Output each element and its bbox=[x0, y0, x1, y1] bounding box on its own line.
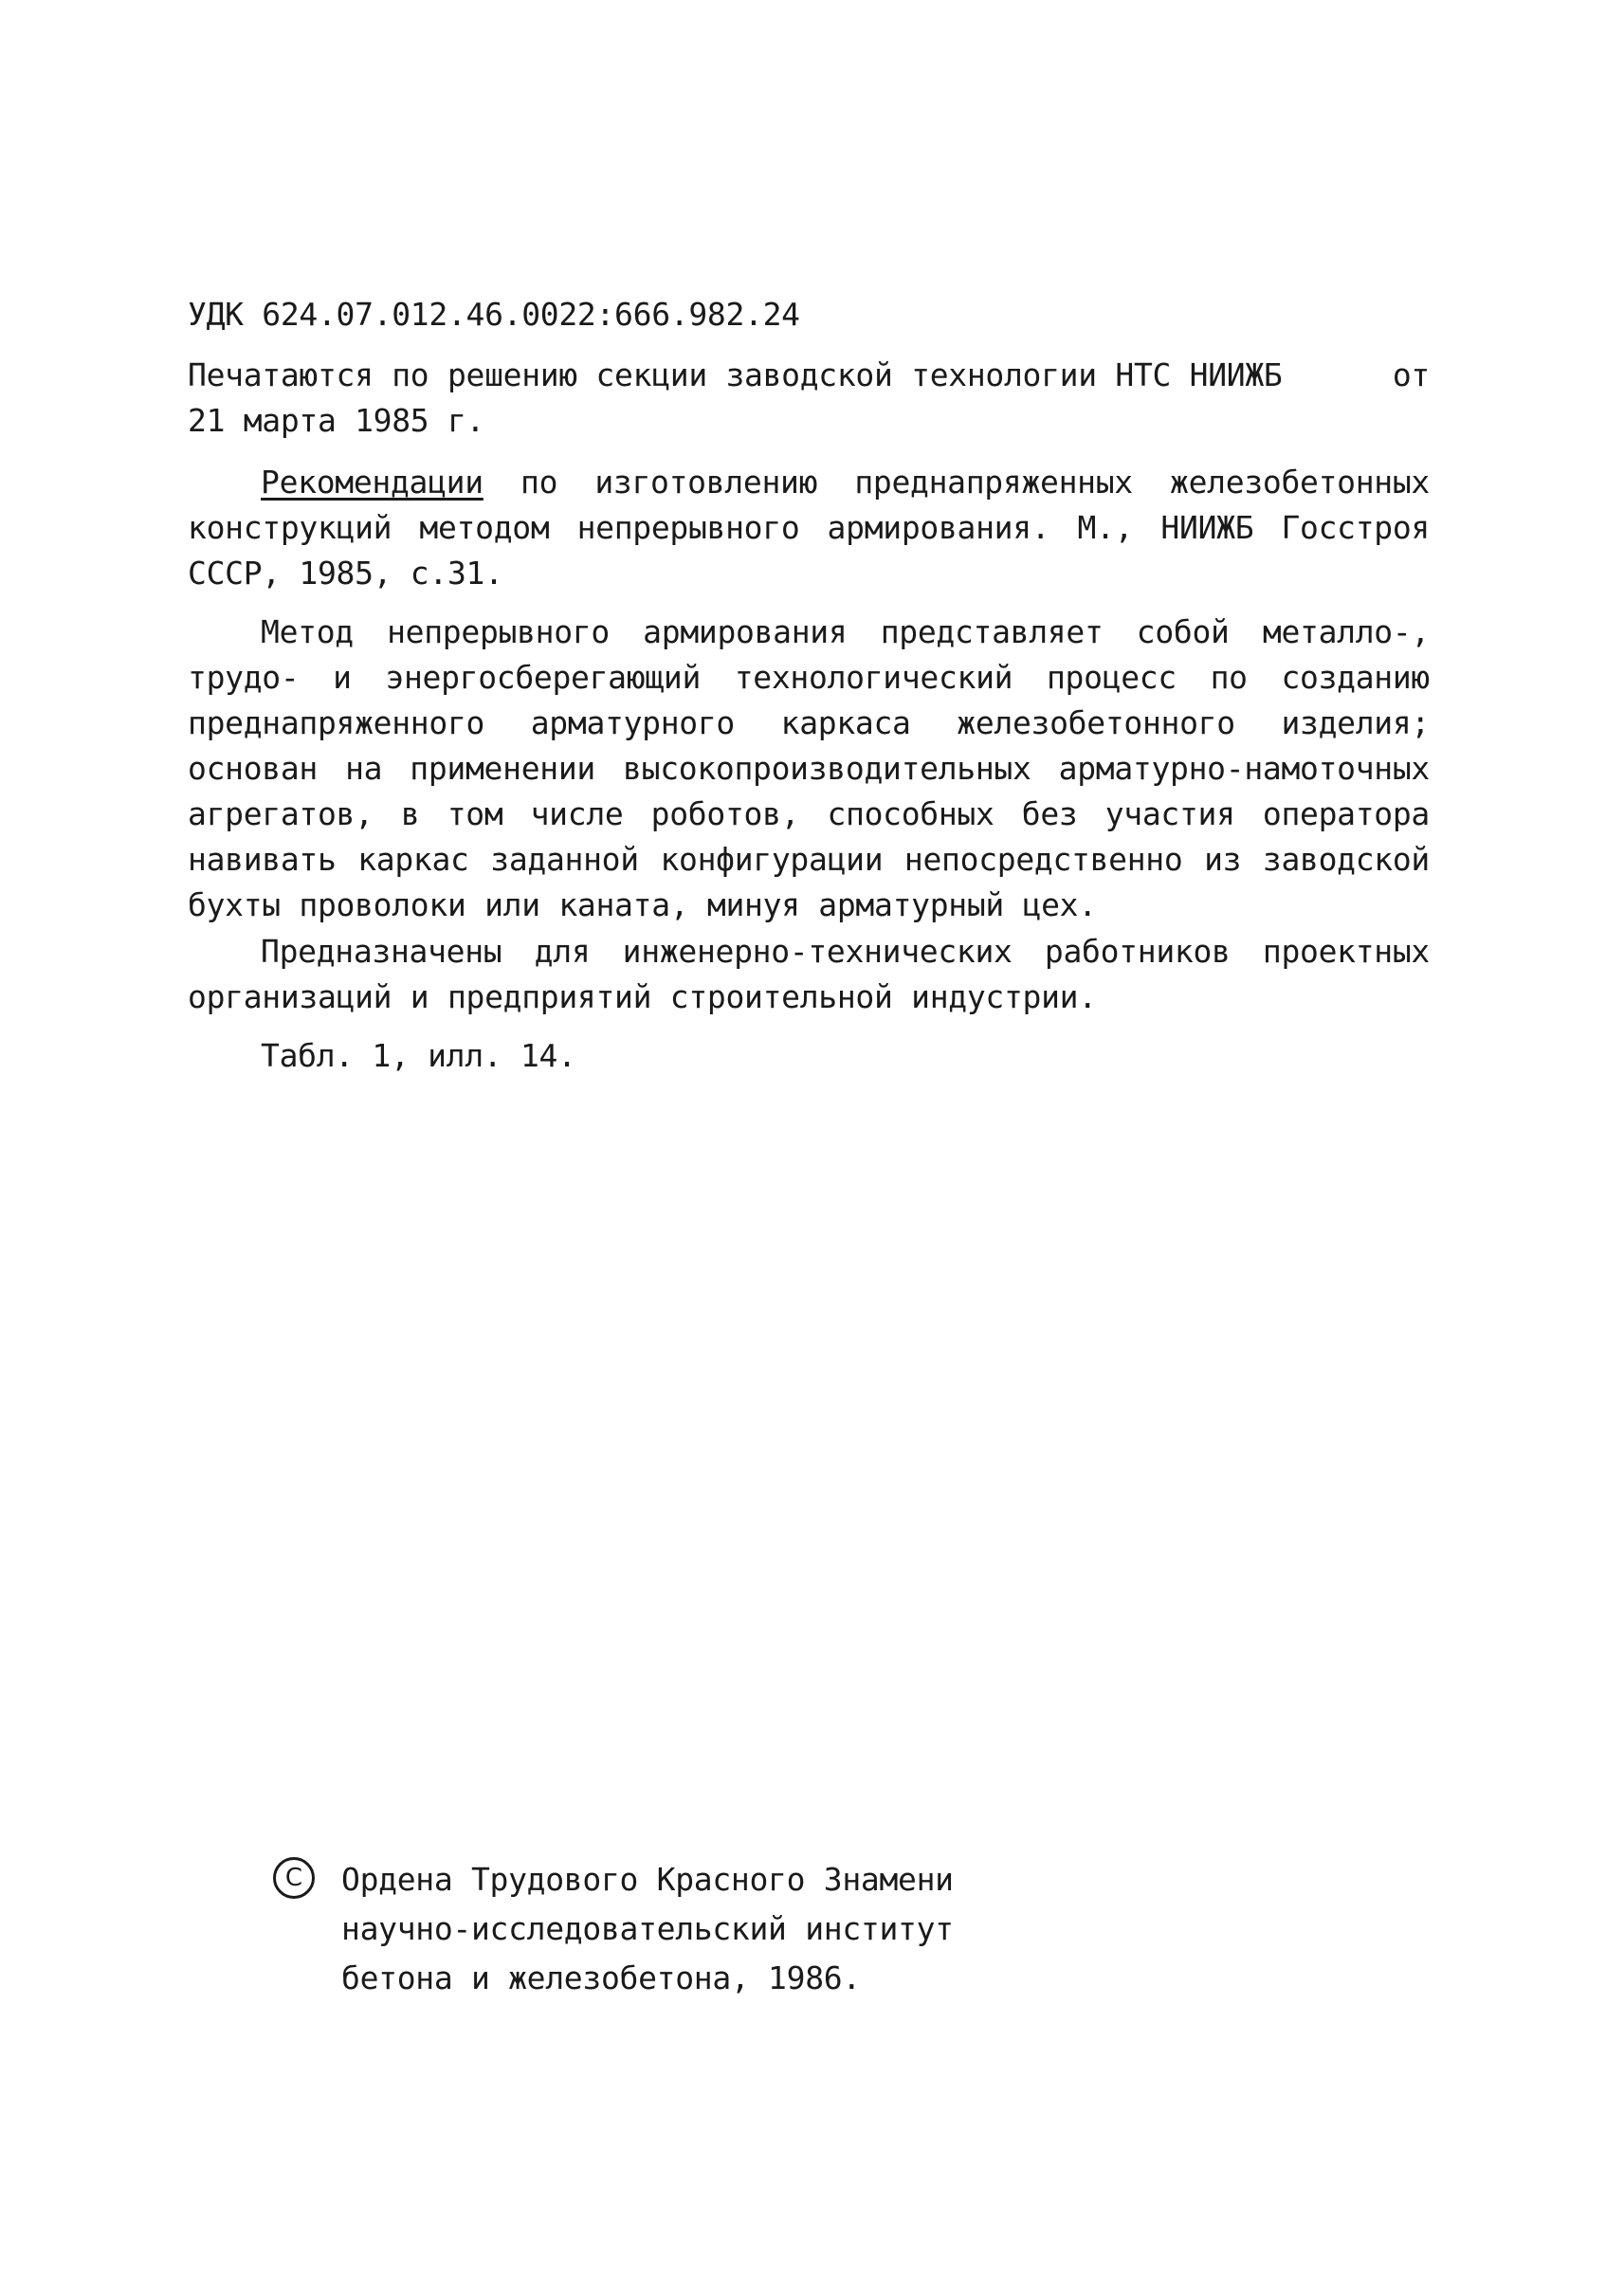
printing-decision bbox=[188, 353, 1430, 444]
copyright-icon: C bbox=[273, 1857, 315, 1899]
copyright-line: научно-исследовательский институт bbox=[341, 1910, 954, 1947]
printing-decision-from: от bbox=[1392, 356, 1430, 393]
printing-decision-row bbox=[188, 353, 1430, 398]
copyright-holder bbox=[341, 1855, 954, 2003]
copyright-line: Ордена Трудового Красного Знамени bbox=[341, 1861, 954, 1898]
recommendation-title-word: Рекомендации bbox=[261, 464, 484, 501]
copyright-block bbox=[273, 1855, 954, 2003]
intended-audience-paragraph: Предназначены для инженерно-технических работников проектных организаций и предприятий строительной индустрии. bbox=[188, 933, 1430, 1015]
recommendation-text: по изготовлению преднапряженных железобетонных конструкций методом непрерывного армирования. М., НИИЖБ Госстроя СССР, 1985, с.31. bbox=[188, 464, 1430, 592]
tables-illustrations-count: Табл. 1, илл. 14. bbox=[261, 1037, 576, 1074]
recommendation-citation bbox=[188, 460, 1430, 596]
method-paragraph: Метод непрерывного армирования представляет собой металло-, трудо- и энергосберегающий технологический процесс по созданию преднапряженного арматурного каркаса железобетонного изделия; основан на применении высокопроизводительных арматурно-намоточных агрегатов, в том числе роботов, способных без участия оператора навивать каркас заданной конфигурации непосредственно из заводской бухты проволоки или каната, минуя арматурный цех. bbox=[188, 613, 1430, 923]
printing-decision-text: Печатаются по решению секции заводской технологии НТС НИИЖБ bbox=[188, 356, 1283, 393]
printing-decision-date: 21 марта 1985 г. bbox=[188, 402, 485, 439]
udk-code: УДК 624.07.012.46.0022:666.982.24 bbox=[188, 296, 800, 333]
copyright-line: бетона и железобетона, 1986. bbox=[341, 1959, 861, 1996]
